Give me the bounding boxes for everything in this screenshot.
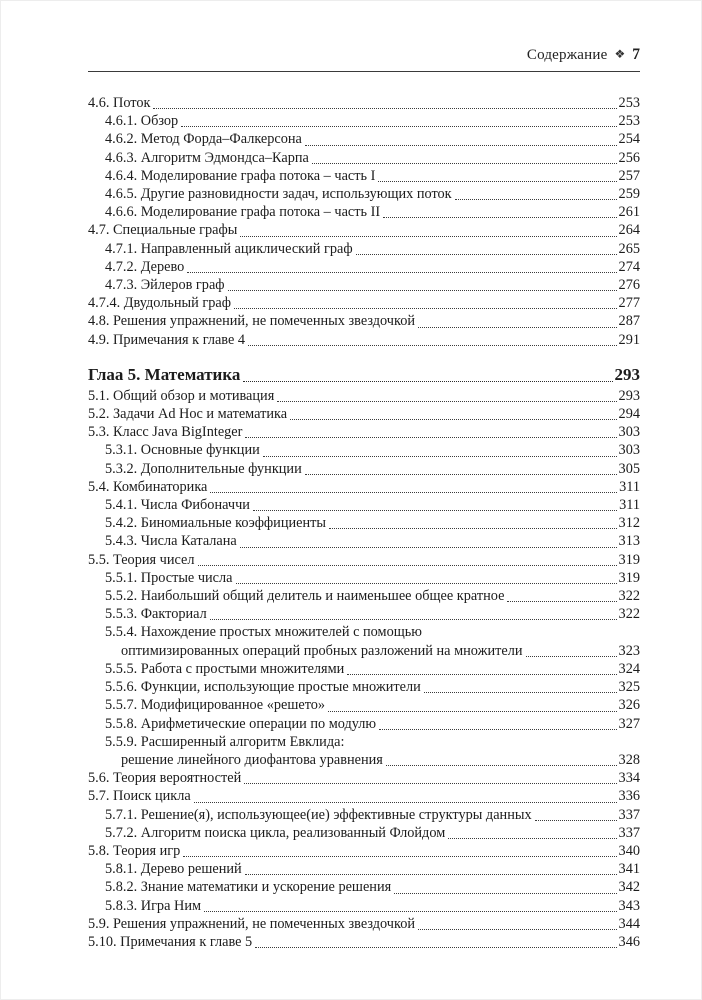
toc-entry (88, 733, 640, 751)
toc-entry-label: 5.4.2. Биномиальные коэффициенты (105, 515, 326, 532)
dot-leader (452, 185, 619, 203)
toc-entry-page: 256 (618, 149, 640, 166)
toc-entry (88, 496, 640, 514)
toc-entry (88, 240, 640, 258)
toc-entry-label: 5.4.3. Числа Каталана (105, 533, 237, 550)
toc-entry-page: 337 (618, 806, 640, 823)
toc-entry-label: 5.8.1. Дерево решений (105, 861, 242, 878)
toc-entry-page: 327 (618, 715, 640, 732)
dot-leader (252, 933, 618, 951)
toc-entry-label: 5.5.5. Работа с простыми множителями (105, 660, 345, 677)
toc-entry-label: 5.5.7. Модифицированное «решето» (105, 697, 326, 714)
toc-entry-label: 4.6.3. Алгоритм Эдмондса–Карпа (105, 149, 309, 166)
toc-entry-page: 328 (618, 751, 640, 768)
toc-entry-page: 344 (618, 915, 640, 932)
dot-leader (302, 130, 619, 148)
toc-entry-label: 5.5.2. Наибольший общий делитель и наименьшее общее кратное (105, 588, 505, 605)
toc-entry-label: 5.7.1. Решение(я), использующее(ие) эффективные структуры данных (105, 806, 532, 823)
toc-entry (88, 696, 640, 714)
toc-entry-page: 294 (618, 406, 640, 423)
toc-entry (88, 715, 640, 733)
toc-entry-label: 5.8.2. Знание математики и ускорение решения (105, 879, 392, 896)
toc-entry (88, 112, 640, 130)
dot-leader (523, 642, 619, 660)
toc-entry (88, 824, 640, 842)
dot-leader (445, 824, 618, 842)
dot-leader (207, 478, 619, 496)
toc-entry-page: 312 (618, 515, 640, 532)
toc-entry (88, 532, 640, 550)
toc-entry-label: 5.5. Теория чисел (88, 551, 195, 568)
dot-leader (504, 587, 618, 605)
toc-entry-label: решение линейного диофантова уравнения (121, 751, 383, 768)
toc-entry-page: 326 (618, 697, 640, 714)
toc-entry (88, 423, 640, 441)
toc-entry-page: 341 (618, 861, 640, 878)
toc-entry-page: 303 (618, 424, 640, 441)
toc-entry (88, 185, 640, 203)
dot-leader (325, 696, 618, 714)
toc-entry-page: 253 (618, 95, 640, 111)
dot-leader (191, 787, 619, 805)
toc-entry (88, 878, 640, 896)
dot-leader (326, 514, 619, 532)
toc-entry (88, 365, 640, 385)
toc-entry-label: 5.3. Класс Java BigInteger (88, 424, 243, 441)
dot-leader (421, 678, 619, 696)
toc-entry-page: 257 (618, 167, 640, 184)
toc-entry (88, 460, 640, 478)
dot-leader (383, 751, 619, 769)
dot-leader (150, 94, 618, 112)
toc-entry-label: 5.4.1. Числа Фибоначчи (105, 497, 250, 514)
dot-leader (207, 605, 619, 623)
toc-entry (88, 331, 640, 349)
toc-entry (88, 787, 640, 805)
page-header (88, 46, 640, 64)
toc-entry-label: 4.8. Решения упражнений, не помеченных звездочкой (88, 313, 415, 330)
dot-leader (353, 240, 619, 258)
toc-entry-label: Глаа 5. Математика (88, 364, 241, 384)
dot-leader (240, 365, 614, 385)
toc-entry-label: 5.5.1. Простые числа (105, 569, 233, 586)
toc-entry-label: 4.9. Примечания к главе 4 (88, 331, 246, 348)
dot-leader (375, 167, 618, 185)
toc-entry (88, 842, 640, 860)
dot-leader (250, 496, 619, 514)
toc-entry-page: 311 (619, 497, 640, 514)
toc-entry-label: 5.2. Задачи Ad Hoc и математика (88, 406, 288, 423)
toc-entry-label: 4.6.5. Другие разновидности задач, использующих поток (105, 186, 452, 203)
toc-entry-page: 340 (618, 842, 640, 859)
toc-entry-page: 305 (618, 460, 640, 477)
toc-entry-page: 322 (618, 588, 640, 605)
toc-entry-label: оптимизированных операций пробных разложений на множители (121, 642, 523, 659)
dot-leader (376, 715, 618, 733)
dot-leader (415, 312, 619, 330)
toc-entry-page: 334 (618, 770, 640, 787)
toc-entry (88, 203, 640, 221)
toc-entry-label: 5.6. Теория вероятностей (88, 770, 242, 787)
toc-entry (88, 678, 640, 696)
toc-entry-label: 5.3.2. Дополнительные функции (105, 460, 302, 477)
toc-entry-page: 254 (618, 131, 640, 148)
toc-entry-page: 343 (618, 897, 640, 914)
toc-entry (88, 769, 640, 787)
toc-entry (88, 478, 640, 496)
toc-entry (88, 221, 640, 239)
dot-leader (237, 532, 619, 550)
toc-entry-page: 261 (618, 204, 640, 221)
toc-entry-page: 346 (618, 933, 640, 950)
toc-entry (88, 167, 640, 185)
toc-entry-page: 323 (618, 642, 640, 659)
toc-entry-label: 4.6.4. Моделирование графа потока – часть I (105, 167, 376, 184)
dot-leader (287, 405, 618, 423)
toc-entry (88, 149, 640, 167)
dot-leader (309, 149, 619, 167)
toc-entry (88, 605, 640, 623)
toc-entry (88, 660, 640, 678)
dot-leader (225, 276, 619, 294)
toc-entry-page: 277 (618, 295, 640, 312)
toc-entry (88, 551, 640, 569)
toc-entry (88, 276, 640, 294)
toc-entry-page: 319 (618, 551, 640, 568)
toc-entry (88, 387, 640, 405)
toc-entry-label: 4.7.4. Двудольный граф (88, 295, 231, 312)
toc-entry-page: 324 (618, 660, 640, 677)
toc-entry (88, 860, 640, 878)
toc-entry-label: 5.5.4. Нахождение простых множителей с помощью (105, 624, 422, 641)
toc-entry-label: 5.8. Теория игр (88, 842, 181, 859)
toc-entry-label: 5.4. Комбинаторика (88, 478, 208, 495)
toc-entry (88, 441, 640, 459)
toc-entry-page: 265 (618, 240, 640, 257)
toc-entry-label: 5.3.1. Основные функции (105, 442, 260, 459)
toc-entry-label: 5.7.2. Алгоритм поиска цикла, реализованный Флойдом (105, 824, 446, 841)
toc-entry-label: 5.5.9. Расширенный алгоритм Евклида: (105, 733, 345, 750)
toc-entry (88, 587, 640, 605)
dot-leader (233, 569, 619, 587)
toc-entry-page: 342 (618, 879, 640, 896)
toc-entry-label: 5.10. Примечания к главе 5 (88, 933, 253, 950)
toc-entry-page: 264 (618, 222, 640, 239)
dot-leader (415, 915, 619, 933)
dot-leader (242, 423, 618, 441)
dot-leader (302, 460, 619, 478)
header-rule (88, 71, 640, 72)
toc-entry-page: 259 (618, 186, 640, 203)
dot-leader (532, 806, 619, 824)
dot-leader (178, 112, 618, 130)
toc-entry-page: 322 (618, 606, 640, 623)
toc-entry-label: 4.7.1. Направленный ациклический граф (105, 240, 353, 257)
toc-entry (88, 405, 640, 423)
toc-entry (88, 569, 640, 587)
dot-leader (245, 331, 619, 349)
toc-entry-page: 313 (618, 533, 640, 550)
toc-entry-label: 5.5.6. Функции, использующие простые множители (105, 679, 421, 696)
toc-entry-page: 253 (618, 113, 640, 130)
toc-entry (88, 897, 640, 915)
toc-entry (88, 933, 640, 951)
toc-entry-page: 291 (618, 331, 640, 348)
toc-entry (88, 623, 640, 641)
ornament-icon: ❖ (614, 47, 626, 61)
toc-list (88, 94, 640, 951)
toc-entry-label: 4.7.3. Эйлеров граф (105, 277, 225, 294)
dot-leader (195, 551, 619, 569)
toc-entry-label: 5.8.3. Игра Ним (105, 897, 202, 914)
toc-entry-page: 319 (618, 569, 640, 586)
toc-entry (88, 258, 640, 276)
toc-entry (88, 514, 640, 532)
toc-entry-page: 336 (618, 788, 640, 805)
toc-entry-label: 5.7. Поиск цикла (88, 788, 191, 805)
dot-leader (344, 660, 618, 678)
toc-entry-page: 287 (618, 313, 640, 330)
toc-entry-label: 4.6.1. Обзор (105, 113, 179, 130)
toc-entry-page: 311 (619, 478, 640, 495)
toc-entry (88, 312, 640, 330)
dot-leader (260, 441, 619, 459)
toc-entry (88, 130, 640, 148)
toc-entry-page: 276 (618, 277, 640, 294)
dot-leader (231, 294, 619, 312)
toc-entry (88, 642, 640, 660)
toc-entry-page: 274 (618, 258, 640, 275)
toc-entry-label: 5.9. Решения упражнений, не помеченных звездочкой (88, 915, 415, 932)
toc-entry (88, 751, 640, 769)
toc-entry (88, 294, 640, 312)
dot-leader (180, 842, 618, 860)
dot-leader (201, 897, 619, 915)
dot-leader (184, 258, 618, 276)
toc-entry-page: 303 (618, 442, 640, 459)
toc-entry-label: 5.1. Общий обзор и мотивация (88, 387, 275, 404)
dot-leader (274, 387, 618, 405)
toc-entry (88, 806, 640, 824)
toc-entry-page: 325 (618, 679, 640, 696)
toc-entry-label: 4.6.6. Моделирование графа потока – часть II (105, 204, 381, 221)
header-title: Содержание (526, 47, 608, 63)
dot-leader (242, 860, 619, 878)
toc-entry-page: 293 (618, 387, 640, 404)
toc-entry-label: 4.7.2. Дерево (105, 258, 185, 275)
dot-leader (237, 221, 618, 239)
toc-entry-label: 4.6. Поток (88, 95, 151, 111)
dot-leader (241, 769, 618, 787)
toc-entry-label: 5.5.3. Факториал (105, 606, 207, 623)
dot-leader (380, 203, 618, 221)
toc-entry-label: 5.5.8. Арифметические операции по модулю (105, 715, 377, 732)
toc-entry-page: 337 (618, 824, 640, 841)
toc-entry (88, 94, 640, 112)
header-page-number: 7 (632, 46, 640, 63)
toc-entry-page: 293 (614, 364, 640, 384)
toc-entry-label: 4.6.2. Метод Форда–Фалкерсона (105, 131, 302, 148)
toc-entry (88, 915, 640, 933)
toc-entry-label: 4.7. Специальные графы (88, 222, 238, 239)
dot-leader (391, 878, 618, 896)
